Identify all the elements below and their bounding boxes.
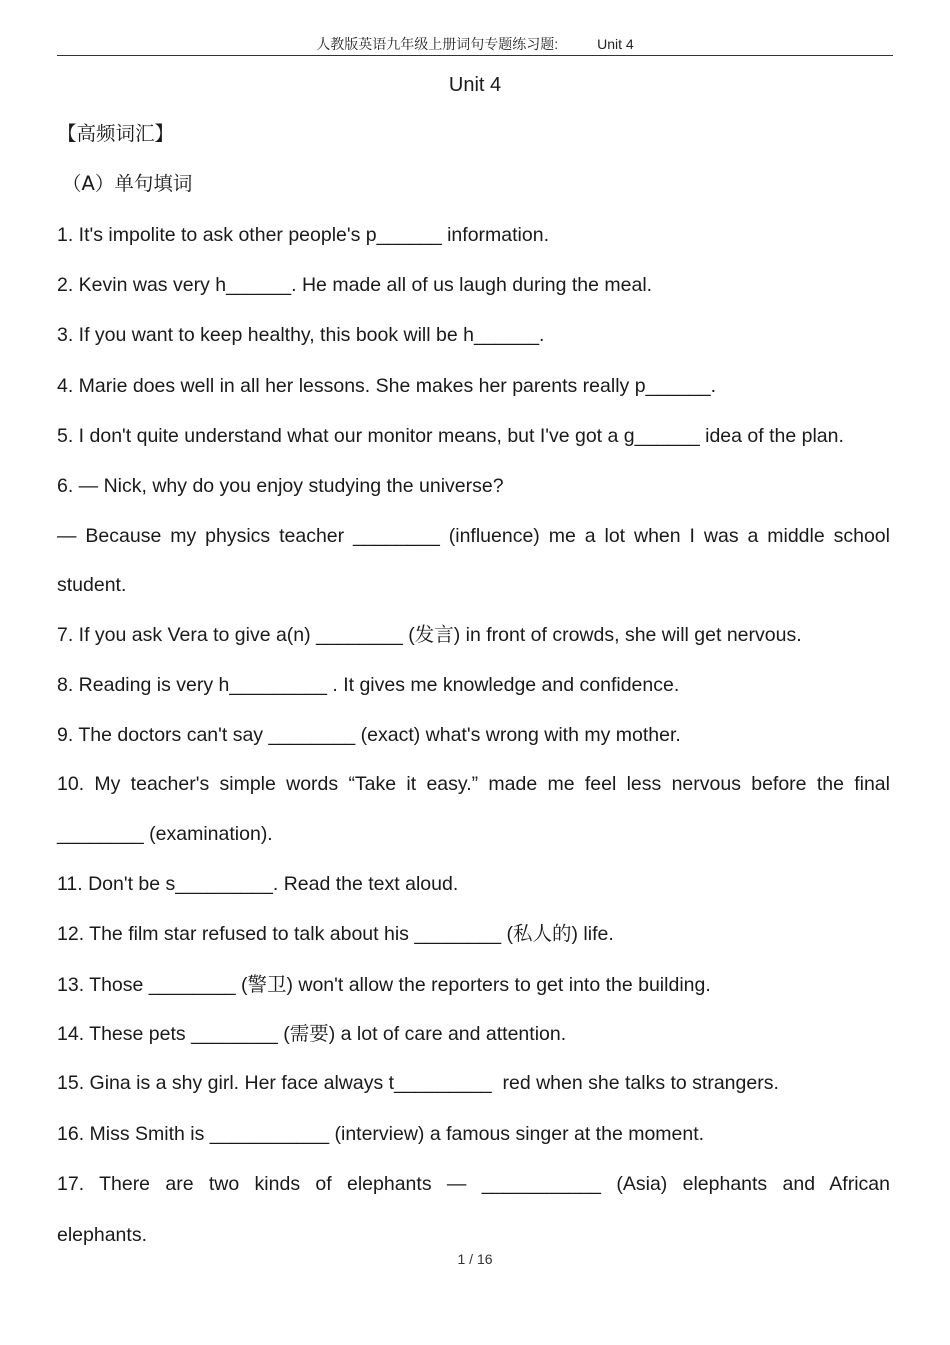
exercise-item-10-continuation: ________ (examination). [57, 823, 273, 845]
exercise-item-3: 3. If you want to keep healthy, this book will be h______. [57, 324, 545, 346]
exercise-item-14: 14. These pets ________ (需要) a lot of care and attention. [57, 1023, 567, 1045]
exercise-item-8: 8. Reading is very h_________ . It gives me knowledge and confidence. [57, 674, 680, 696]
section-heading: 【高频词汇】 [57, 122, 175, 145]
exercise-item-13: 13. Those ________ (警卫) won't allow the reporters to get into the building. [57, 974, 711, 996]
exercise-item-2: 2. Kevin was very h______. He made all of us laugh during the meal. [57, 274, 653, 296]
exercise-item-15: 15. Gina is a shy girl. Her face always t_________ red when she talks to strangers. [57, 1072, 779, 1094]
exercise-item-17: 17. There are two kinds of elephants — ___________ (Asia) elephants and African [57, 1173, 890, 1195]
exercise-item-6-answer: — Because my physics teacher ________ (influence) me a lot when I was a middle school [57, 525, 890, 547]
exercise-item-11: 11. Don't be s_________. Read the text aloud. [57, 873, 459, 895]
exercise-item-1: 1. It's impolite to ask other people's p______ information. [57, 224, 549, 246]
page-number: 1 / 16 [457, 1251, 493, 1267]
page-title: Unit 4 [448, 74, 502, 96]
exercise-item-10: 10. My teacher's simple words “Take it easy.” made me feel less nervous before the final [57, 773, 890, 795]
subsection-heading: （A）单句填词 [62, 172, 193, 195]
exercise-item-12: 12. The film star refused to talk about his ________ (私人的) life. [57, 923, 614, 945]
exercise-item-7: 7. If you ask Vera to give a(n) ________ (发言) in front of crowds, she will get nervous. [57, 624, 802, 646]
exercise-item-4: 4. Marie does well in all her lessons. She makes her parents really p______. [57, 375, 717, 397]
exercise-item-9: 9. The doctors can't say ________ (exact) what's wrong with my mother. [57, 724, 681, 746]
exercise-item-5: 5. I don't quite understand what our monitor means, but I've got a g______ idea of the plan. [57, 425, 844, 447]
exercise-item-6-question: 6. — Nick, why do you enjoy studying the universe? [57, 475, 504, 497]
running-header: 人教版英语九年级上册词句专题练习题: Unit 4 [316, 36, 634, 52]
header-divider [57, 55, 893, 56]
exercise-item-17-continuation: elephants. [57, 1224, 147, 1246]
exercise-item-6-continuation: student. [57, 574, 127, 596]
exercise-item-16: 16. Miss Smith is ___________ (interview) a famous singer at the moment. [57, 1123, 705, 1145]
